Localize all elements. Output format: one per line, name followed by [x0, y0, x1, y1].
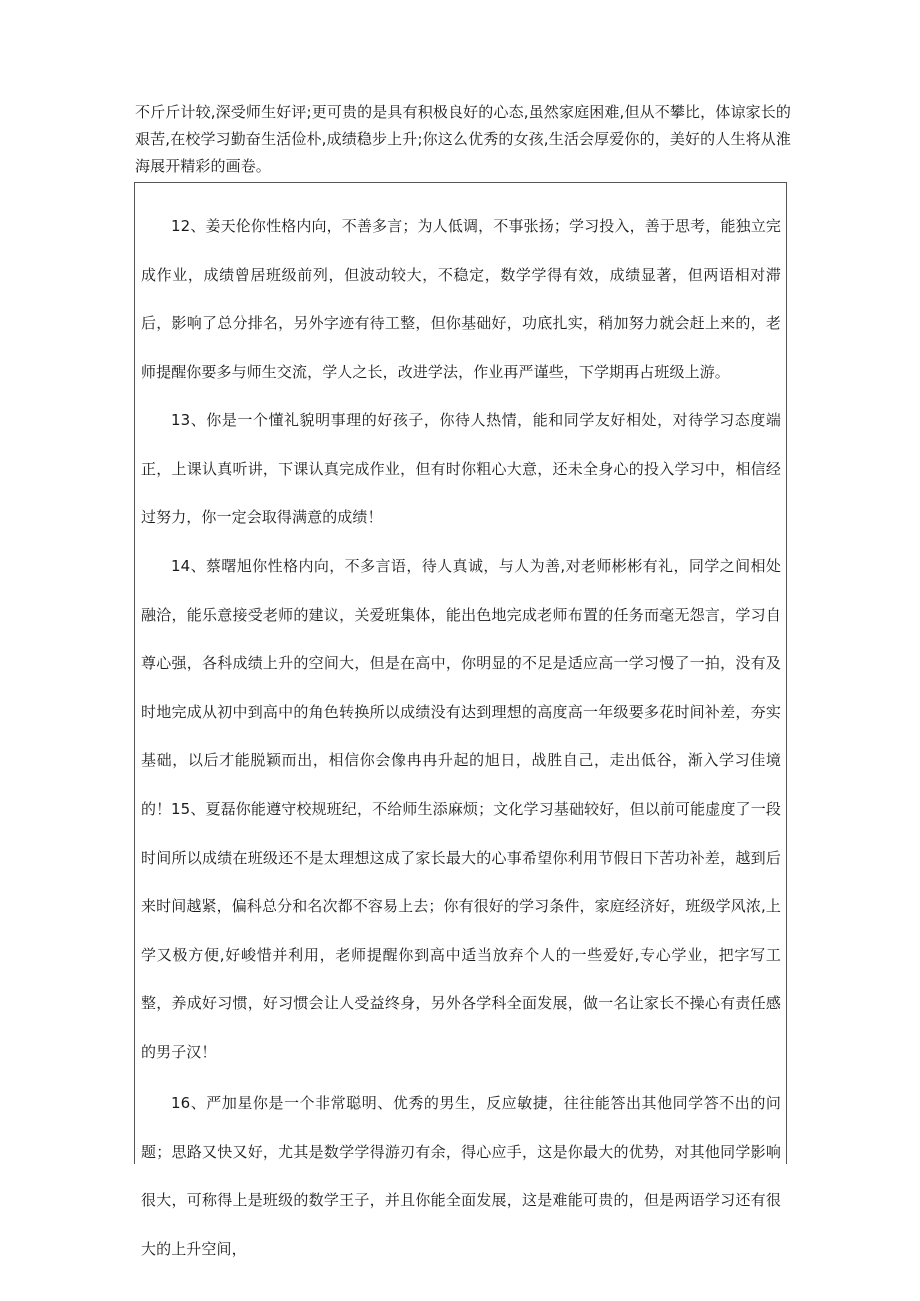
comment-13: 13、你是一个懂礼貌明事理的好孩子，你待人热情，能和同学友好相处，对待学习态度端正，上课认真听讲，下课认真完成作业，但有时你粗心大意，还未全身心的投入学习中，相信经过努力，你一定会取得满意的成绩！: [141, 411, 781, 526]
comment-16: 16、严加星你是一个非常聪明、优秀的男生，反应敏捷，往往能答出其他同学答不出的问题；思路又快又好，尤其是数学学得游刃有余，得心应手，这是你最大的优势，对其他同学影响很大，可称得上是班级的数学王子，并且你能全面发展，这是难能可贵的，但是两语学习还有很大的上升空间，: [141, 1094, 781, 1258]
comments-table-cell: [134, 182, 787, 1258]
comment-15: 15、夏磊你能遵守校规班纪，不给师生添麻烦；文化学习基础较好，但以前可能虚度了一段时间所以成绩在班级还不是太理想这成了家长最大的心事希望你利用节假日下苦功补差，越到后来时间越紧，偏科总分和名次都不容易上去；你有很好的学习条件，家庭经济好，班级学风浓,上学又极方便,好峻惜并利用，老师提醒你到高中适当放弃个人的一些爱好,专心学业，把字写工整，养成好习惯，好习惯会让人受益终身，另外各学科全面发展，做一名让家长不操心有责任感的男子汉！: [141, 800, 781, 1061]
comment-14: 14、蔡曙旭你性格内向，不多言语，待人真诚，与人为善,对老师彬彬有礼，同学之间相处融洽，能乐意接受老师的建议，关爱班集体，能出色地完成老师布置的任务而毫无怨言，学习自尊心强，各科成绩上升的空间大，但是在高中，你明显的不足是适应高一学习慢了一拍，没有及时地完成从初中到高中的角色转换所以成绩没有达到理想的高度高一年级要多花时间补差，夯实基础，以后才能脱颖而出，相信你会像冉冉升起的旭日，战胜自己，走出低谷，渐入学习佳境的！: [141, 557, 781, 818]
intro-paragraph: 不斤斤计较,深受师生好评;更可贵的是具有积极良好的心态,虽然家庭困难,但从不攀比，体谅家长的艰苦,在校学习勤奋生活俭朴,成绩稳步上升;你这么优秀的女孩,生活会厚爱你的，美好的人生将从淮海展开精彩的画卷。: [135, 103, 791, 175]
comment-12: 12、姜天伦你性格内向，不善多言；为人低调，不事张扬；学习投入，善于思考，能独立完成作业，成绩曾居班级前列，但波动较大，不稳定，数学学得有效，成绩显著，但两语相对滞后，影响了总分排名，另外字迹有待工整，但你基础好，功底扎实，稍加努力就会赶上来的，老师提醒你要多与师生交流，学人之长，改进学法，作业再严谨些，下学期再占班级上游。: [141, 217, 781, 381]
